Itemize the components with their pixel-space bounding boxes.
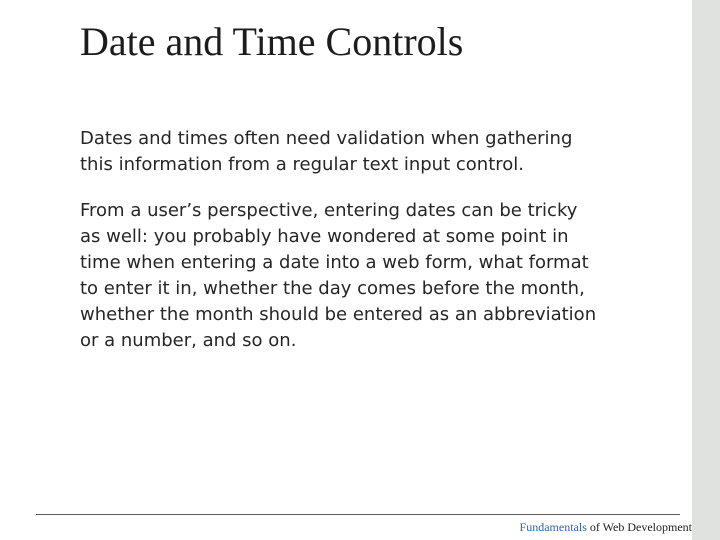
footer-caption [520,519,692,535]
slide-title: Date and Time Controls [80,19,464,64]
side-accent-bar [692,0,720,540]
body-paragraph: Dates and times often need validation when gathering this information from a regular text input control. [80,128,573,175]
footer-rest-text: of Web Development [586,520,692,534]
footer-divider [36,514,680,515]
body-paragraph: From a user’s perspective, entering dates can be tricky as well: you probably have wondered at some point in time when entering a date into a web form, what format to enter it in, whether the day comes before the month, whether the month should be entered as an abbreviation or a number, and so on. [80,200,597,351]
footer-accent-text: Fundamentals [519,520,587,534]
slide-body [80,126,600,374]
